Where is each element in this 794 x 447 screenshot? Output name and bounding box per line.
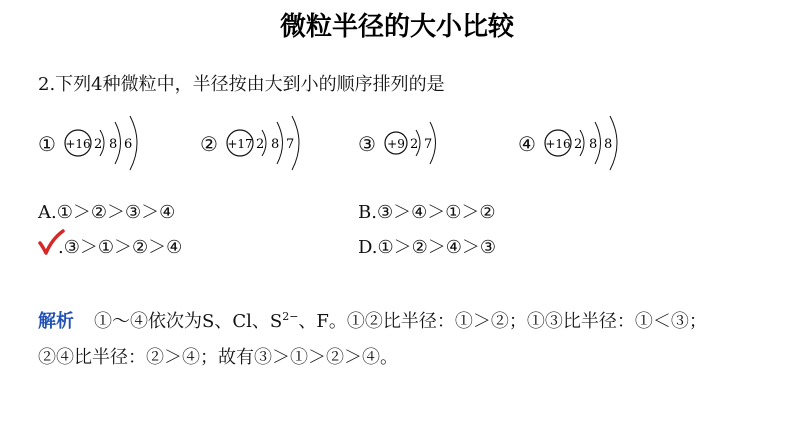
atom-diagrams <box>0 110 794 180</box>
svg-text:6: 6 <box>124 137 133 152</box>
option-c[interactable]: .③＞①＞②＞④ <box>58 237 183 258</box>
atom-structure-icon <box>540 110 650 180</box>
analysis-label: 解析 <box>38 311 74 332</box>
diagram-marker: ④ <box>518 132 536 156</box>
svg-text:7: 7 <box>286 137 295 152</box>
diagram-marker: ③ <box>358 132 376 156</box>
analysis-text: ①～④依次为S、Cl、S <box>94 311 283 332</box>
option-d[interactable]: D.①＞②＞④＞③ <box>358 237 497 258</box>
charge-superscript: 2− <box>282 310 299 323</box>
analysis-line-2: ②④比半径：②＞④；故有③＞①＞②＞④。 <box>38 347 398 368</box>
checkmark-icon <box>37 229 65 255</box>
option-b[interactable]: B.③＞④＞①＞② <box>358 202 496 223</box>
svg-text:+16: +16 <box>65 137 91 151</box>
option-a[interactable]: A.①＞②＞③＞④ <box>38 202 176 223</box>
svg-text:+16: +16 <box>545 137 571 151</box>
svg-text:2: 2 <box>256 137 265 152</box>
diagram-marker: ① <box>38 132 56 156</box>
atom-structure-icon <box>60 110 170 180</box>
atom-structure-icon <box>222 110 332 180</box>
page-title: 微粒半径的大小比较 <box>279 12 514 42</box>
svg-text:2: 2 <box>410 137 419 152</box>
question-text: 2.下列4种微粒中，半径按由大到小的顺序排列的是 <box>38 74 445 95</box>
svg-text:+17: +17 <box>227 137 253 151</box>
diagram-marker: ② <box>200 132 218 156</box>
svg-text:8: 8 <box>604 137 613 152</box>
svg-text:+9: +9 <box>387 137 405 151</box>
svg-text:8: 8 <box>271 137 280 152</box>
svg-text:7: 7 <box>424 137 433 152</box>
analysis-text: 、F。①②比半径：①＞②；①③比半径：①＜③； <box>298 311 707 332</box>
svg-text:8: 8 <box>109 137 118 152</box>
svg-text:2: 2 <box>94 137 103 152</box>
atom-structure-icon <box>380 110 470 180</box>
svg-text:8: 8 <box>589 137 598 152</box>
analysis-section <box>38 304 768 376</box>
svg-text:2: 2 <box>574 137 583 152</box>
analysis-line-1 <box>38 304 768 340</box>
